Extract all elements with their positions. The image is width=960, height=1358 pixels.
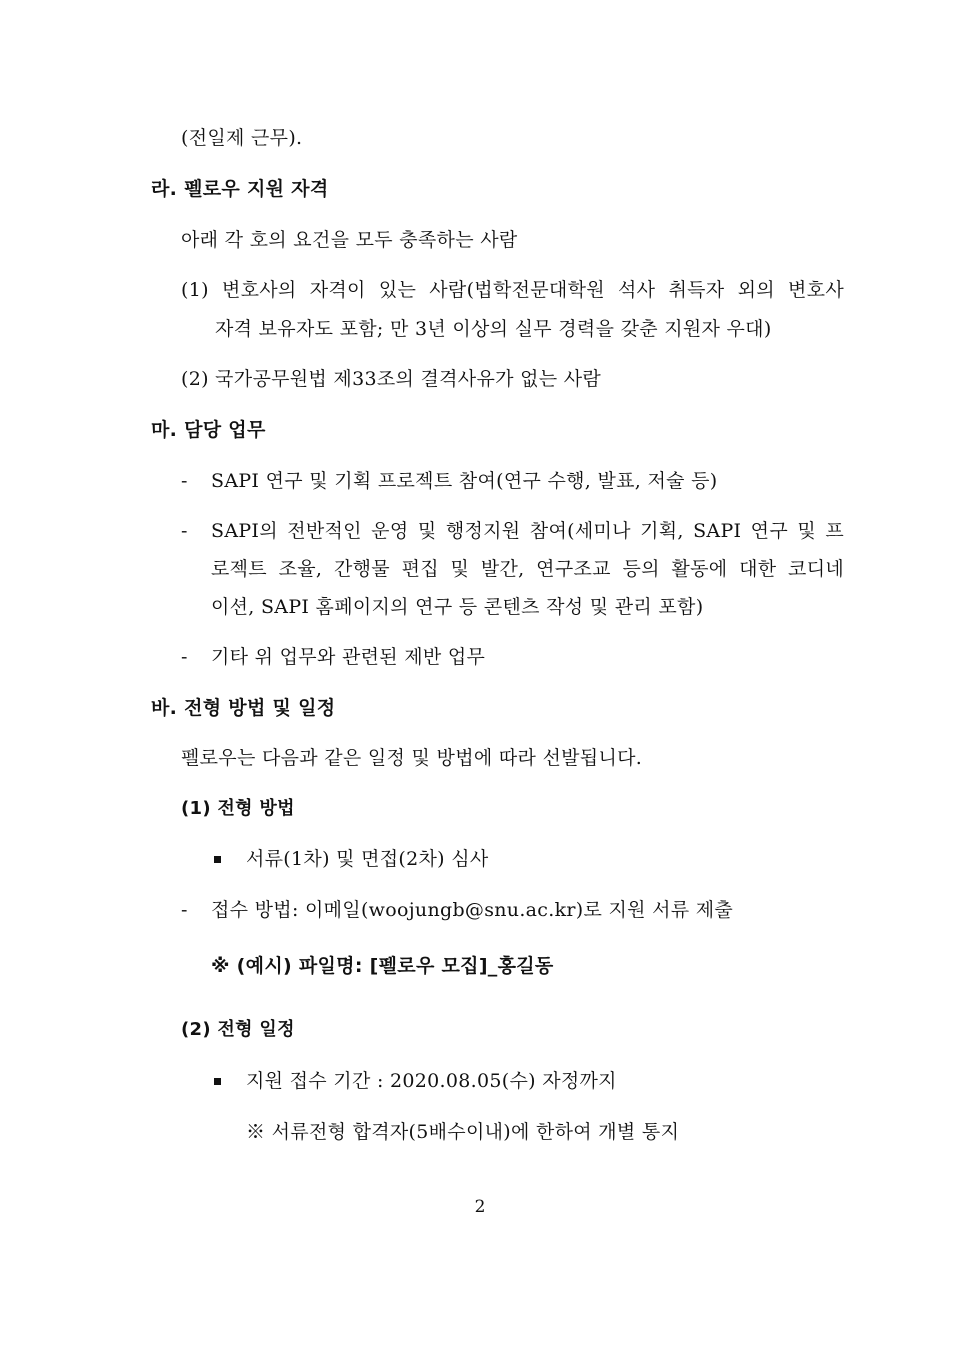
dash-bullet: - — [181, 470, 188, 492]
filename-example-note: ※ (예시) 파일명: [펠로우 모집]_홍길동 — [211, 955, 554, 977]
subheading-selection-method: (1) 전형 방법 — [181, 798, 295, 819]
duty-item-2-continued: 로젝트 조율, 간행물 편집 및 발간, 연구조교 등의 활동에 대한 코디네 — [211, 558, 844, 580]
qualification-item-1: (1) 변호사의 자격이 있는 사람(법학전문대학원 석사 취득자 외의 변호사 — [181, 279, 844, 301]
square-bullet-icon — [214, 1078, 221, 1085]
duty-item-2-continued: 이션, SAPI 홈페이지의 연구 등 콘텐츠 작성 및 관리 포함) — [211, 596, 704, 618]
duty-item-2: SAPI의 전반적인 운영 및 행정지원 참여(세미나 기획, SAPI 연구 및 프 — [211, 520, 844, 542]
dash-bullet: - — [181, 646, 188, 668]
qualification-item-1-continued: 자격 보유자도 포함; 만 3년 이상의 실무 경력을 갖춘 지원자 우대) — [215, 318, 772, 340]
section-heading-ma: 마. 담당 업무 — [151, 419, 266, 441]
application-method: 접수 방법: 이메일(woojungb@snu.ac.kr)로 지원 서류 제출 — [211, 899, 734, 921]
schedule-item: 지원 접수 기간 : 2020.08.05(수) 자정까지 — [246, 1070, 617, 1092]
text-line: 아래 각 호의 요건을 모두 충족하는 사람 — [181, 229, 518, 251]
section-heading-ra: 라. 펠로우 지원 자격 — [151, 178, 329, 200]
schedule-note: ※ 서류전형 합격자(5배수이내)에 한하여 개별 통지 — [246, 1121, 680, 1143]
qualification-item-2: (2) 국가공무원법 제33조의 결격사유가 없는 사람 — [181, 368, 602, 390]
text-line: 펠로우는 다음과 같은 일정 및 방법에 따라 선발됩니다. — [181, 747, 643, 769]
page-number: 2 — [474, 1197, 486, 1217]
square-bullet-icon — [214, 856, 221, 863]
duty-item-3: 기타 위 업무와 관련된 제반 업무 — [211, 646, 486, 668]
section-heading-ba: 바. 전형 방법 및 일정 — [151, 697, 336, 719]
text-line: (전일제 근무). — [181, 127, 303, 149]
method-item: 서류(1차) 및 면접(2차) 심사 — [246, 848, 489, 870]
subheading-schedule: (2) 전형 일정 — [181, 1019, 295, 1040]
dash-bullet: - — [181, 520, 188, 542]
dash-bullet: - — [181, 899, 188, 921]
duty-item-1: SAPI 연구 및 기획 프로젝트 참여(연구 수행, 발표, 저술 등) — [211, 470, 718, 492]
